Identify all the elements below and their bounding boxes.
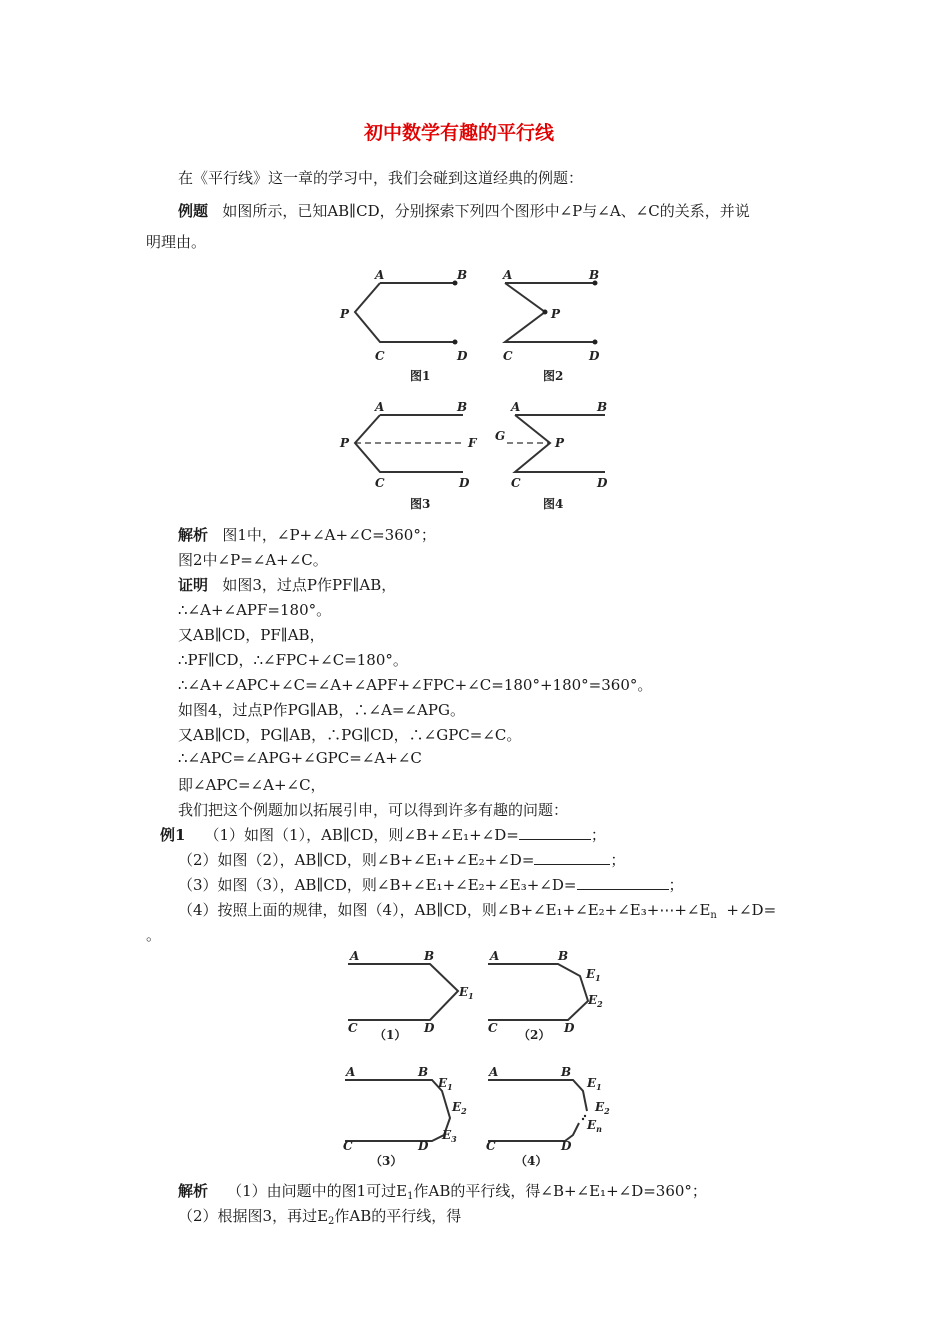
example-label: 例题 [178,202,209,220]
example-text-1: 如图所示，已知AB∥CD，分别探索下列四个图形中∠P与∠A、∠C的关系，并说 [222,202,750,220]
svg-text:B: B [597,400,608,414]
svg-text:P: P [551,307,561,321]
answer-blank[interactable] [577,875,669,890]
figure-3 [335,400,485,515]
answer-blank[interactable] [534,850,610,865]
svg-text:D: D [561,1139,572,1153]
figure-1 [335,265,475,385]
solution-line-2: （2）根据图3，再过$E_2$作AB的平行线，得 [178,1207,462,1227]
proof-line: 如图4，过点P作PG∥AB，∴∠A=∠APG。 [178,701,465,719]
svg-text:B: B [457,400,468,414]
svg-text:A: A [346,1065,356,1079]
proof-line: 即∠APC=∠A+∠C， [178,776,326,794]
svg-text:A: A [511,400,521,414]
ex1-label: 例1 [160,826,186,844]
svg-text:C: C [348,1021,358,1035]
svg-text:E3: $E_3$ [442,1128,457,1144]
svg-text:E1: $E_1$ [459,985,474,1001]
ex1-q3: （3）如图（3），AB∥CD，则∠B+∠E₁+∠E₂+∠E₃+∠D= ； [178,876,684,894]
svg-text:E2: $E_2$ [588,993,603,1009]
proof-line: 又AB∥CD，PF∥AB， [178,626,325,644]
svg-text:P: P [340,307,350,321]
proof-line-1: 证明 如图3，过点P作PF∥AB， [178,576,397,594]
caption-b1: （1） [374,1028,407,1042]
caption-b3: （3） [370,1154,403,1168]
caption-fig3: 图3 [410,497,431,511]
svg-text:E2: $E_2$ [595,1100,610,1116]
proof-line: ∴∠APC=∠APG+∠GPC=∠A+∠C [178,749,422,767]
svg-text:G: G [495,429,506,443]
caption-fig1: 图1 [410,369,431,383]
svg-text:P: P [340,436,350,450]
svg-text:C: C [503,349,513,363]
svg-text:D: D [597,476,608,490]
svg-text:E1: $E_1$ [586,967,601,983]
extend-text: 我们把这个例题加以拓展引申，可以得到许多有趣的问题： [178,801,569,819]
svg-text:D: D [459,476,470,490]
svg-text:C: C [486,1139,496,1153]
solution-label: 解析 [178,1182,209,1200]
caption-fig2: 图2 [543,369,564,383]
page-title: 初中数学有趣的平行线 [364,122,555,144]
svg-text:C: C [375,349,385,363]
svg-text:C: C [511,476,521,490]
svg-text:D: D [589,349,600,363]
figure-b3 [340,1063,480,1173]
answer-blank[interactable] [519,825,591,840]
proof-line: 又AB∥CD，PG∥AB，∴PG∥CD，∴∠GPC=∠C。 [178,726,522,744]
analysis-line-1: 解析 图1中，∠P+∠A+∠C=360°； [178,526,436,544]
svg-text:E1: $E_1$ [587,1076,602,1092]
svg-text:En: $E_n$ [587,1118,602,1134]
svg-text:B: B [457,268,468,282]
figure-2 [495,265,615,385]
proof-line: ∴PF∥CD，∴∠FPC+∠C=180°。 [178,651,408,669]
intro-text: 在《平行线》这一章的学习中，我们会碰到这道经典的例题： [178,169,584,187]
analysis-line-2: 图2中∠P=∠A+∠C。 [178,551,328,569]
svg-text:P: P [555,436,565,450]
svg-text:B: B [589,268,600,282]
proof-line: ∴∠A+∠APC+∠C=∠A+∠APF+∠FPC+∠C=180°+180°=360°。 [178,676,653,694]
example-line-2: 明理由。 [146,233,207,251]
proof-line: ∴∠A+∠APF=180°。 [178,601,332,619]
ex1-q1: 例1 （1）如图（1），AB∥CD，则∠B+∠E₁+∠D= ； [160,826,606,844]
ex1-q4-end: 。 [146,926,162,944]
ex1-q2: （2）如图（2），AB∥CD，则∠B+∠E₁+∠E₂+∠D= ； [178,851,626,869]
figure-b2 [480,946,620,1046]
figure-b1 [340,946,480,1046]
svg-text:C: C [488,1021,498,1035]
ex1-q4: （4）按照上面的规律，如图（4），AB∥CD，则$\angle B+\angle E_1+\angle E_2+\angle E_3+\cdots+\angle E_n$ +∠D= [178,901,777,921]
svg-text:D: D [418,1139,429,1153]
svg-text:D: D [424,1021,435,1035]
svg-text:A: A [503,268,513,282]
figure-b4 [483,1063,623,1173]
proof-label: 证明 [178,576,209,594]
caption-b4: （4） [515,1154,548,1168]
svg-text:A: A [490,949,500,963]
svg-text:D: D [457,349,468,363]
svg-text:B: B [561,1065,572,1079]
svg-text:C: C [375,476,385,490]
svg-text:E2: $E_2$ [452,1100,467,1116]
svg-text:C: C [343,1139,353,1153]
svg-text:B: B [424,949,435,963]
figure-4 [495,400,620,515]
svg-text:F: F [468,436,477,450]
svg-text:B: B [418,1065,429,1079]
example-line-1 [178,200,750,221]
solution-line-1: 解析 （1）由问题中的图1可过$E_1$作AB的平行线，得∠B+∠E₁+∠D=360°； [178,1182,707,1202]
svg-text:A: A [375,400,385,414]
caption-fig4: 图4 [543,497,564,511]
svg-text:A: A [350,949,360,963]
svg-text:B: B [558,949,569,963]
svg-text:D: D [564,1021,575,1035]
analysis-label: 解析 [178,526,209,544]
svg-text:A: A [489,1065,499,1079]
caption-b2: （2） [518,1028,551,1042]
svg-text:E1: $E_1$ [438,1076,453,1092]
svg-text:A: A [375,268,385,282]
